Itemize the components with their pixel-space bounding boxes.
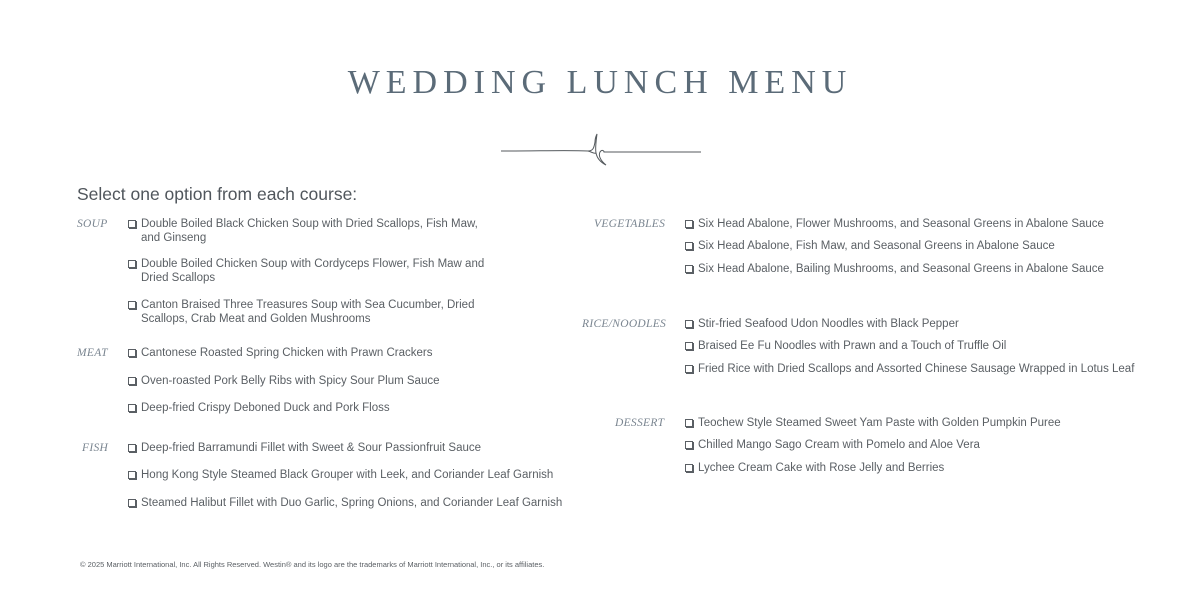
checkbox-icon bbox=[685, 320, 693, 328]
menu-title: WEDDING LUNCH MENU bbox=[347, 64, 853, 101]
copyright-footer: © 2025 Marriott International, Inc. All Rights Reserved. Westin® and its logo are the trademarks of Marriott International, Inc., or its affiliates. bbox=[80, 560, 545, 569]
checkbox-icon bbox=[685, 220, 693, 228]
checkbox-icon bbox=[128, 444, 136, 452]
menu-option-rice-noodles-3[interactable]: Fried Rice with Dried Scallops and Assorted Chinese Sausage Wrapped in Lotus Leaf bbox=[685, 363, 1168, 377]
checkbox-icon bbox=[128, 499, 136, 507]
menu-option-fish-1[interactable]: Deep-fried Barramundi Fillet with Sweet & Sour Passionfruit Sauce bbox=[128, 442, 581, 456]
menu-option-vegetables-3[interactable]: Six Head Abalone, Bailing Mushrooms, and Seasonal Greens in Abalone Sauce bbox=[685, 263, 1168, 277]
menu-option-soup-2[interactable]: Double Boiled Chicken Soup with Cordyceps Flower, Fish Maw and Dried Scallops bbox=[128, 258, 491, 285]
menu-option-dessert-3[interactable]: Lychee Cream Cake with Rose Jelly and Berries bbox=[685, 462, 1168, 476]
checkbox-icon bbox=[685, 242, 693, 250]
menu-option-dessert-1[interactable]: Teochew Style Steamed Sweet Yam Paste with Golden Pumpkin Puree bbox=[685, 417, 1168, 431]
menu-option-fish-3[interactable]: Steamed Halibut Fillet with Duo Garlic, Spring Onions, and Coriander Leaf Garnish bbox=[128, 497, 581, 511]
course-label-soup: SOUP bbox=[77, 218, 108, 230]
course-label-rice-noodles: RICE/NOODLES bbox=[582, 318, 667, 330]
checkbox-icon bbox=[685, 342, 693, 350]
flourish-divider-icon bbox=[500, 128, 702, 168]
menu-option-fish-2[interactable]: Hong Kong Style Steamed Black Grouper with Leek, and Coriander Leaf Garnish bbox=[128, 469, 581, 483]
menu-option-soup-1[interactable]: Double Boiled Black Chicken Soup with Dried Scallops, Fish Maw, and Ginseng bbox=[128, 218, 491, 245]
menu-option-dessert-2[interactable]: Chilled Mango Sago Cream with Pomelo and Aloe Vera bbox=[685, 439, 1168, 453]
menu-option-meat-3[interactable]: Deep-fried Crispy Deboned Duck and Pork Floss bbox=[128, 402, 581, 416]
checkbox-icon bbox=[128, 377, 136, 385]
checkbox-icon bbox=[685, 365, 693, 373]
checkbox-icon bbox=[128, 471, 136, 479]
menu-option-rice-noodles-1[interactable]: Stir-fried Seafood Udon Noodles with Black Pepper bbox=[685, 318, 1168, 332]
checkbox-icon bbox=[128, 404, 136, 412]
menu-option-meat-2[interactable]: Oven-roasted Pork Belly Ribs with Spicy Sour Plum Sauce bbox=[128, 375, 581, 389]
course-label-fish: FISH bbox=[82, 442, 109, 454]
checkbox-icon bbox=[685, 464, 693, 472]
checkbox-icon bbox=[685, 419, 693, 427]
menu-option-vegetables-1[interactable]: Six Head Abalone, Flower Mushrooms, and Seasonal Greens in Abalone Sauce bbox=[685, 218, 1168, 232]
checkbox-icon bbox=[685, 265, 693, 273]
checkbox-icon bbox=[685, 441, 693, 449]
menu-option-soup-3[interactable]: Canton Braised Three Treasures Soup with Sea Cucumber, Dried Scallops, Crab Meat and Golden Mushrooms bbox=[128, 299, 491, 326]
checkbox-icon bbox=[128, 349, 136, 357]
menu-option-rice-noodles-2[interactable]: Braised Ee Fu Noodles with Prawn and a Touch of Truffle Oil bbox=[685, 340, 1168, 354]
menu-option-vegetables-2[interactable]: Six Head Abalone, Fish Maw, and Seasonal Greens in Abalone Sauce bbox=[685, 240, 1168, 254]
menu-option-meat-1[interactable]: Cantonese Roasted Spring Chicken with Prawn Crackers bbox=[128, 347, 581, 361]
course-label-dessert: DESSERT bbox=[615, 417, 665, 429]
checkbox-icon bbox=[128, 220, 136, 228]
course-label-meat: MEAT bbox=[77, 347, 108, 359]
course-instruction: Select one option from each course: bbox=[77, 184, 358, 204]
checkbox-icon bbox=[128, 301, 136, 309]
course-label-vegetables: VEGETABLES bbox=[594, 218, 666, 230]
checkbox-icon bbox=[128, 260, 136, 268]
